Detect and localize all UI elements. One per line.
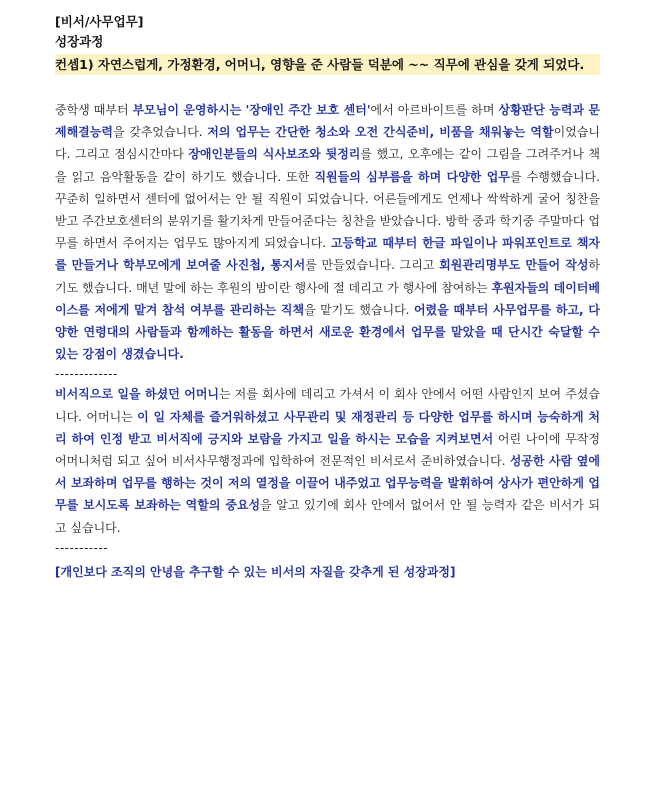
separator-line: ------------- bbox=[55, 367, 118, 382]
paragraph-one bbox=[55, 99, 600, 365]
p1-text: 을 맡기도 했습니다. bbox=[304, 302, 414, 317]
p1-text: 을 갖추었습니다. bbox=[112, 125, 208, 140]
p2-emphasis: 성공한 사람 옆에서 보좌하며 업무를 행하는 것이 저의 열정을 이끌어 내주었고 업무능력을 발휘하여 상사가 편안하게 업무를 보시도록 보좌하는 역할의 중요성 bbox=[55, 454, 600, 513]
p1-emphasis: 부모님이 운영하시는 '장애인 주간 보호 센터' bbox=[132, 103, 371, 117]
p1-emphasis: 상황판단 능력과 문제해결능력 bbox=[55, 103, 600, 140]
p1-text: 에서 아르바이트를 하며 bbox=[370, 103, 499, 117]
p1-text: 이었습니다. 그리고 점심시간마다 bbox=[55, 125, 600, 162]
p1-emphasis: 회원관리명부도 만들어 작성 bbox=[439, 258, 589, 273]
section-subtitle: 성장과정 bbox=[55, 34, 104, 49]
category-heading: [비서/사무업무] bbox=[55, 14, 144, 29]
p2-emphasis: 이 일 자체를 즐거워하셨고 사무관리 및 재정관리 등 다양한 업무를 하시며 능숙하게 처리 하여 인정 받고 비서직에 긍지와 보람을 가지고 일을 하시는 모습을 지켜보면서 bbox=[55, 409, 601, 446]
p2-text: 는 저를 회사에 데리고 가셔서 이 회사 안에서 어떤 사람인지 보여 주셨습니다. 어머니는 bbox=[55, 387, 600, 424]
p1-text: 를 수행했습니다. 꾸준히 일하면서 센터에 없어서는 안 될 직원이 되었습니다. 어른들에게도 언제나 싹싹하게 굴어 칭찬을 받고 주간보호센터의 분위기를 활기차게 만들어준다는 칭찬을 받았습니다. 방학 중과 학기중 주말마다 업무를 하면서 주어지는 업무도 많아지게 되었습니다. bbox=[55, 169, 600, 251]
p1-emphasis: 어렸을 때부터 사무업무를 하고, 다양한 연령대의 사람들과 함께하는 활동을 하면서 새로운 환경에서 업무를 맡았을 때 단시간 숙달할 수 있는 강점이 생겼습니다. bbox=[55, 302, 600, 362]
p1-emphasis: 저의 업무는 간단한 청소와 오전 간식준비, 비품을 채워놓는 역할 bbox=[207, 125, 554, 140]
concept-highlight: 컨셉1) 자연스럽게, 가정환경, 어머니, 영향을 준 사람들 덕분에 ~~ 직무에 관심을 갖게 되었다. bbox=[55, 54, 600, 75]
separator-line: ----------- bbox=[55, 540, 109, 555]
p1-text: 를 했고, 오후에는 같이 그림을 그려주거나 책을 읽고 음악활동을 같이 하기도 했습니다. 또한 bbox=[55, 147, 600, 184]
p2-text: 을 알고 있기에 회사 안에서 없어서 안 될 능력자 같은 비서가 되고 싶습니다. bbox=[55, 498, 601, 535]
closing-statement: [개인보다 조직의 안녕을 추구할 수 있는 비서의 자질을 갖추게 된 성장과정] bbox=[55, 564, 456, 579]
p1-emphasis: 장애인분들의 식사보조와 뒷정리 bbox=[188, 147, 361, 162]
p1-text: 를 만들었습니다. 그리고 bbox=[305, 258, 440, 273]
p1-text: 중학생 때부터 bbox=[55, 103, 133, 117]
p1-text: 하기도 했습니다. 매년 말에 하는 후원의 밤이란 행사에 절 데리고 가 행사에 참여하는 bbox=[55, 258, 601, 295]
paragraph-two bbox=[55, 383, 600, 538]
p1-emphasis: 후원자들의 데이터베이스를 저에게 맡겨 참석 여부를 관리하는 직책 bbox=[55, 280, 600, 317]
p2-text: 어린 나이에 무작정 어머니처럼 되고 싶어 비서사무행정과에 입학하여 전문적인 비서로서 준비하였습니다. bbox=[55, 431, 600, 469]
p1-emphasis: 직원들의 심부름을 하며 다양한 업무 bbox=[314, 169, 510, 184]
p2-emphasis: 비서직으로 일을 하셨던 어머니 bbox=[55, 387, 220, 402]
p1-emphasis: 고등학교 때부터 한글 파일이나 파워포인트로 책자를 만들거나 학부모에게 보여줄 사진첩, 통지서 bbox=[55, 236, 601, 273]
